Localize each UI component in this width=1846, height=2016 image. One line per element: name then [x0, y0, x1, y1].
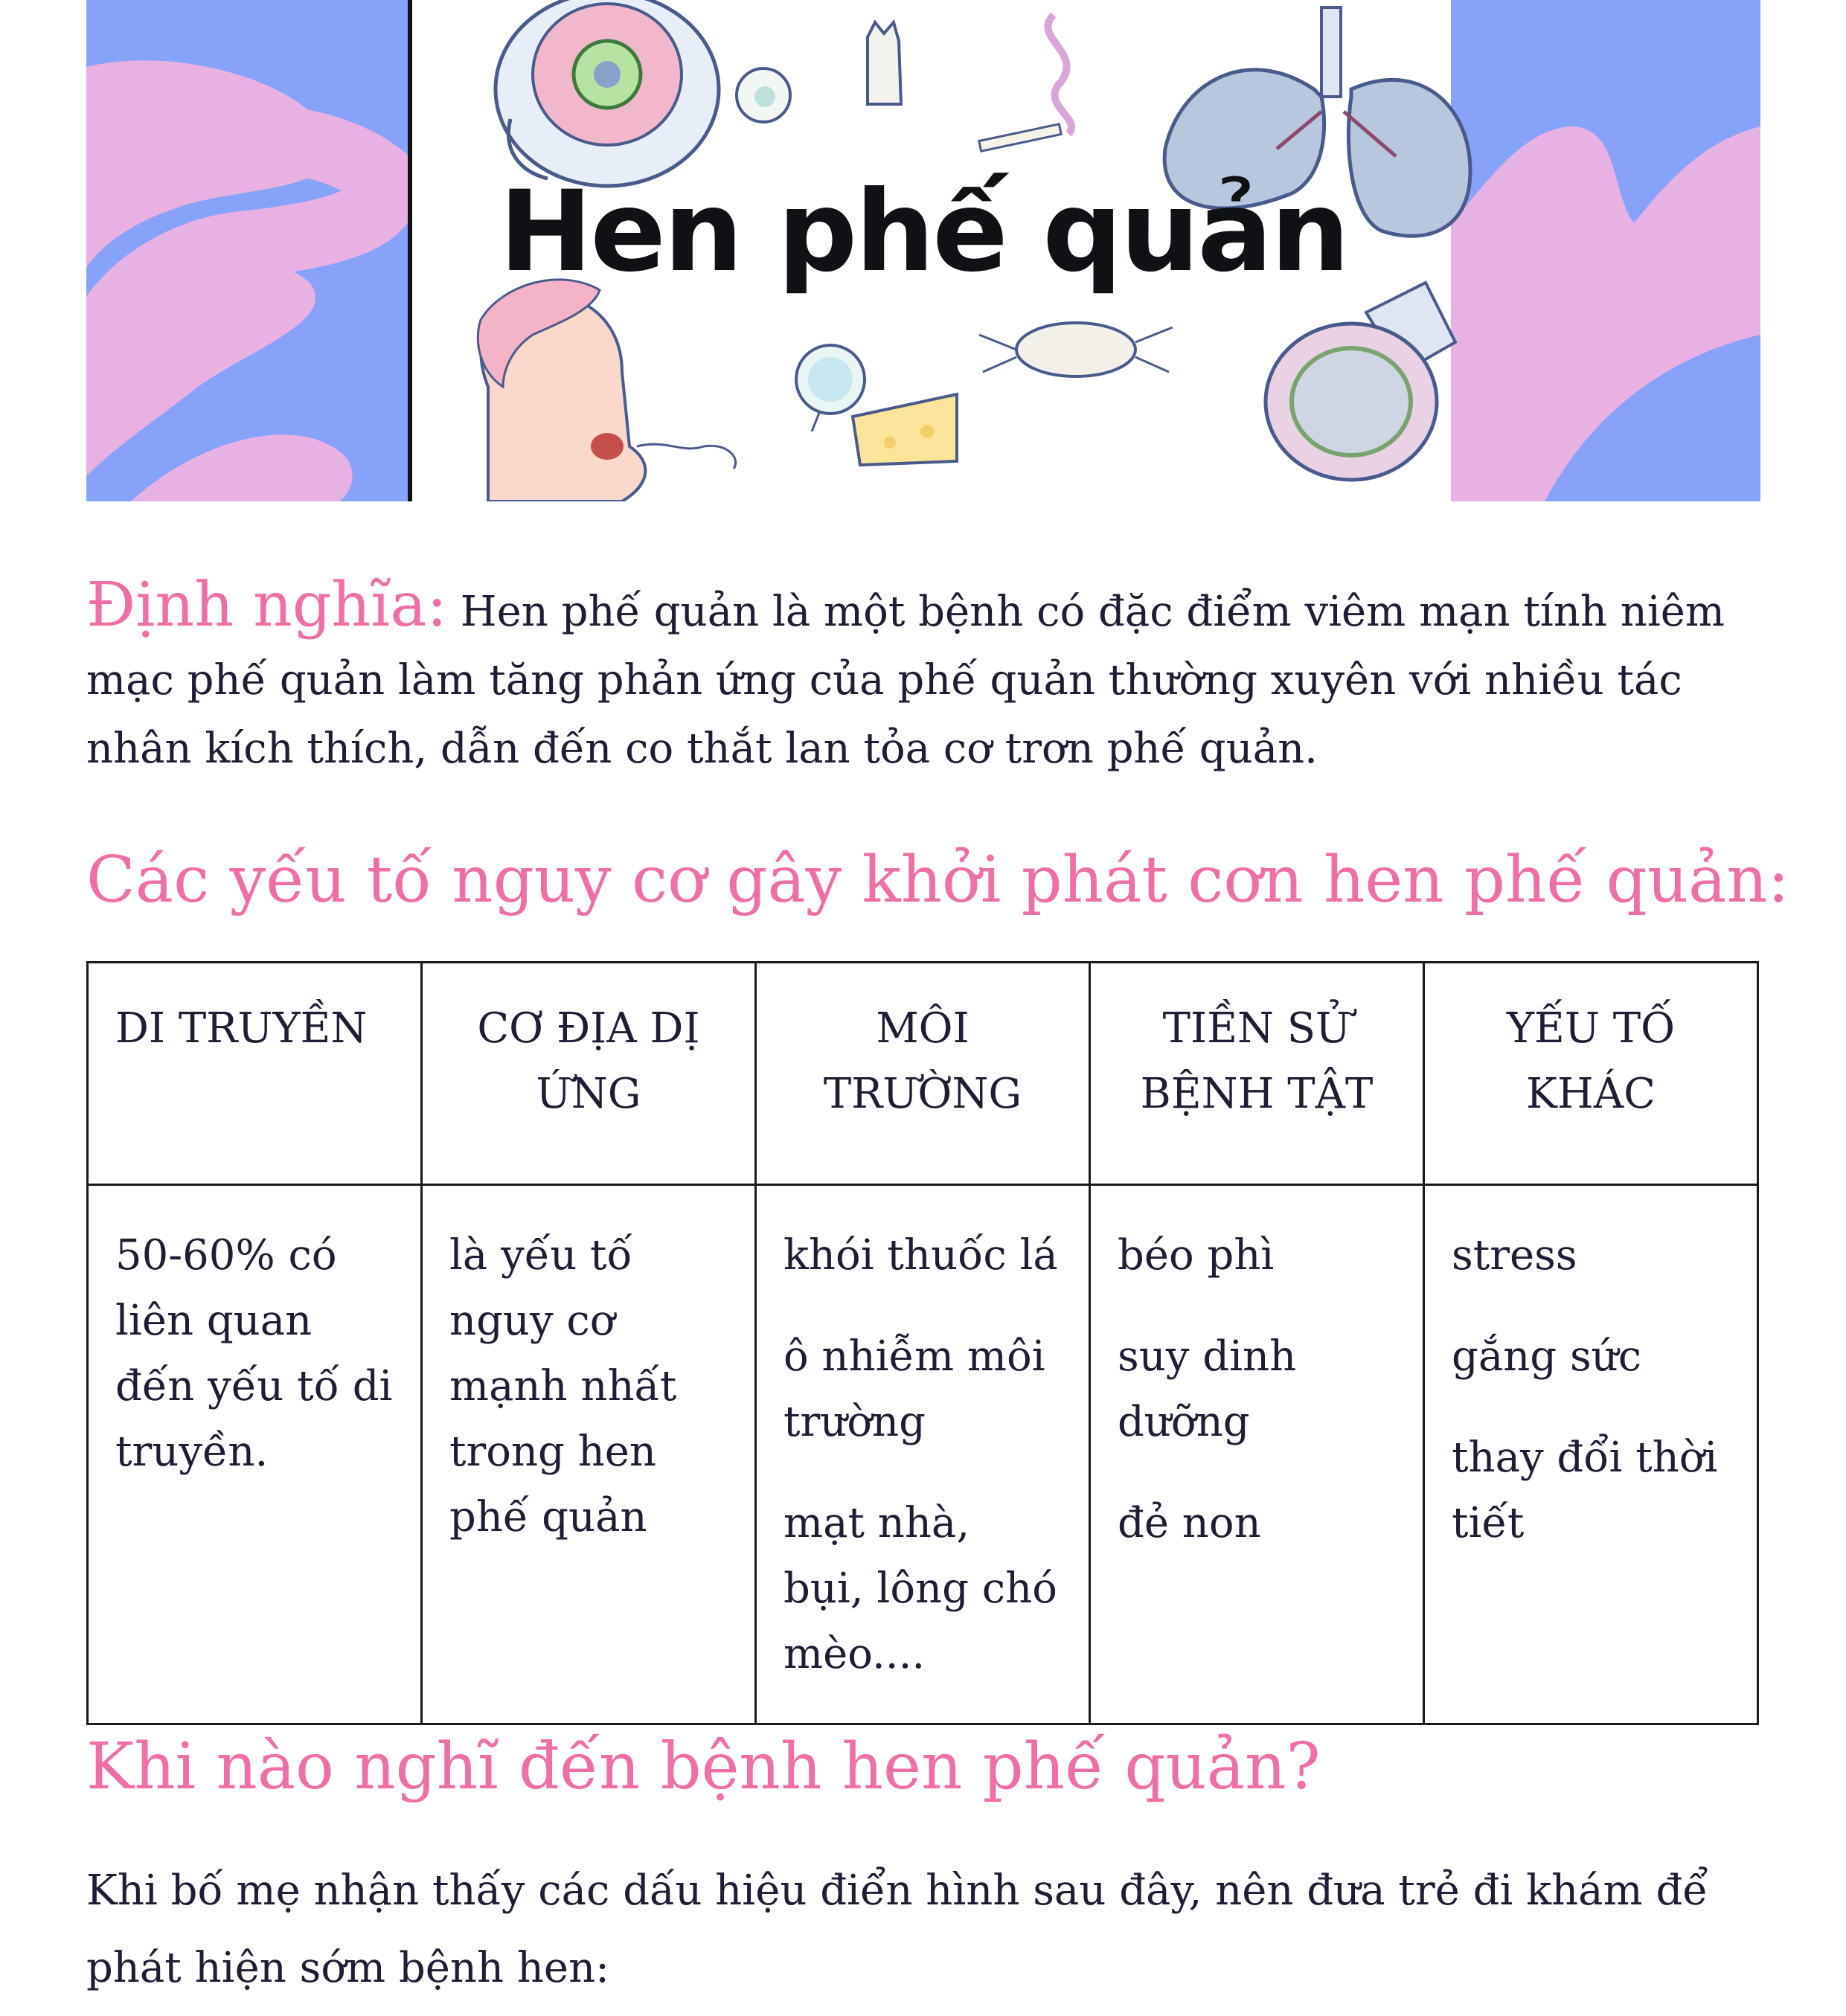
list-item: stress [1452, 1231, 1577, 1280]
bronchus-inflamed-icon [496, 0, 719, 186]
signs-intro-text: Khi bố mẹ nhận thấy các dấu hiệu điển hình sau đây, nên đưa trẻ đi khám để phát hiện sớm bệnh hen: [86, 1866, 1708, 1992]
definition-text: Hen phế quản là một bệnh có đặc điểm viêm mạn tính niêm mạc phế quản làm tăng phản ứng của phế quản thường xuyên với nhiều tác nhân kích thích, dẫn đến co thắt lan tỏa cơ trơn phế quản. [86, 588, 1725, 773]
list-item: gắng sức [1452, 1332, 1642, 1381]
list-item: khói thuốc lá [783, 1231, 1058, 1280]
risk-factors-table [86, 961, 1759, 1725]
table-header-row [88, 963, 1758, 1185]
cell-icon [737, 68, 790, 122]
cell-medical-history [1090, 1185, 1424, 1724]
header-other-factors: YẾU TỐ KHÁC [1424, 963, 1758, 1185]
banner [86, 0, 1760, 501]
list-item: 50-60% có liên quan đến yếu tố di truyền. [115, 1231, 393, 1476]
cell-allergy [422, 1185, 756, 1724]
list-item: là yếu tố nguy cơ mạnh nhất trong hen phế quản [449, 1231, 677, 1541]
cell-environment [756, 1185, 1090, 1724]
cat-icon [868, 22, 901, 104]
definition-paragraph [86, 571, 1746, 783]
list-item: suy dinh dưỡng [1118, 1332, 1297, 1446]
when-to-suspect-heading: Khi nào nghĩ đến bệnh hen phế quản? [86, 1730, 1321, 1804]
list-item: mạt nhà, bụi, lông chó mèo.... [783, 1499, 1057, 1678]
list-item: thay đổi thời tiết [1452, 1434, 1718, 1547]
table-row [88, 1185, 1758, 1724]
header-medical-history: TIỀN SỬ BỆNH TẬT [1090, 963, 1424, 1185]
header-environment: MÔI TRƯỜNG [756, 963, 1090, 1185]
banner-title: Hen phế quản [499, 167, 1348, 297]
header-allergy: CƠ ĐỊA DỊ ỨNG [422, 963, 756, 1185]
list-item: ô nhiễm môi trường [783, 1332, 1045, 1446]
list-item: đẻ non [1118, 1499, 1261, 1547]
cell-other-factors [1424, 1185, 1758, 1724]
cell-genetics [88, 1185, 422, 1724]
definition-label: Định nghĩa: [86, 570, 447, 641]
header-genetics: DI TRUYỀN [88, 963, 422, 1185]
risk-factors-heading: Các yếu tố nguy cơ gây khởi phát cơn hen phế quản: [86, 843, 1789, 917]
list-item: béo phì [1118, 1231, 1275, 1280]
